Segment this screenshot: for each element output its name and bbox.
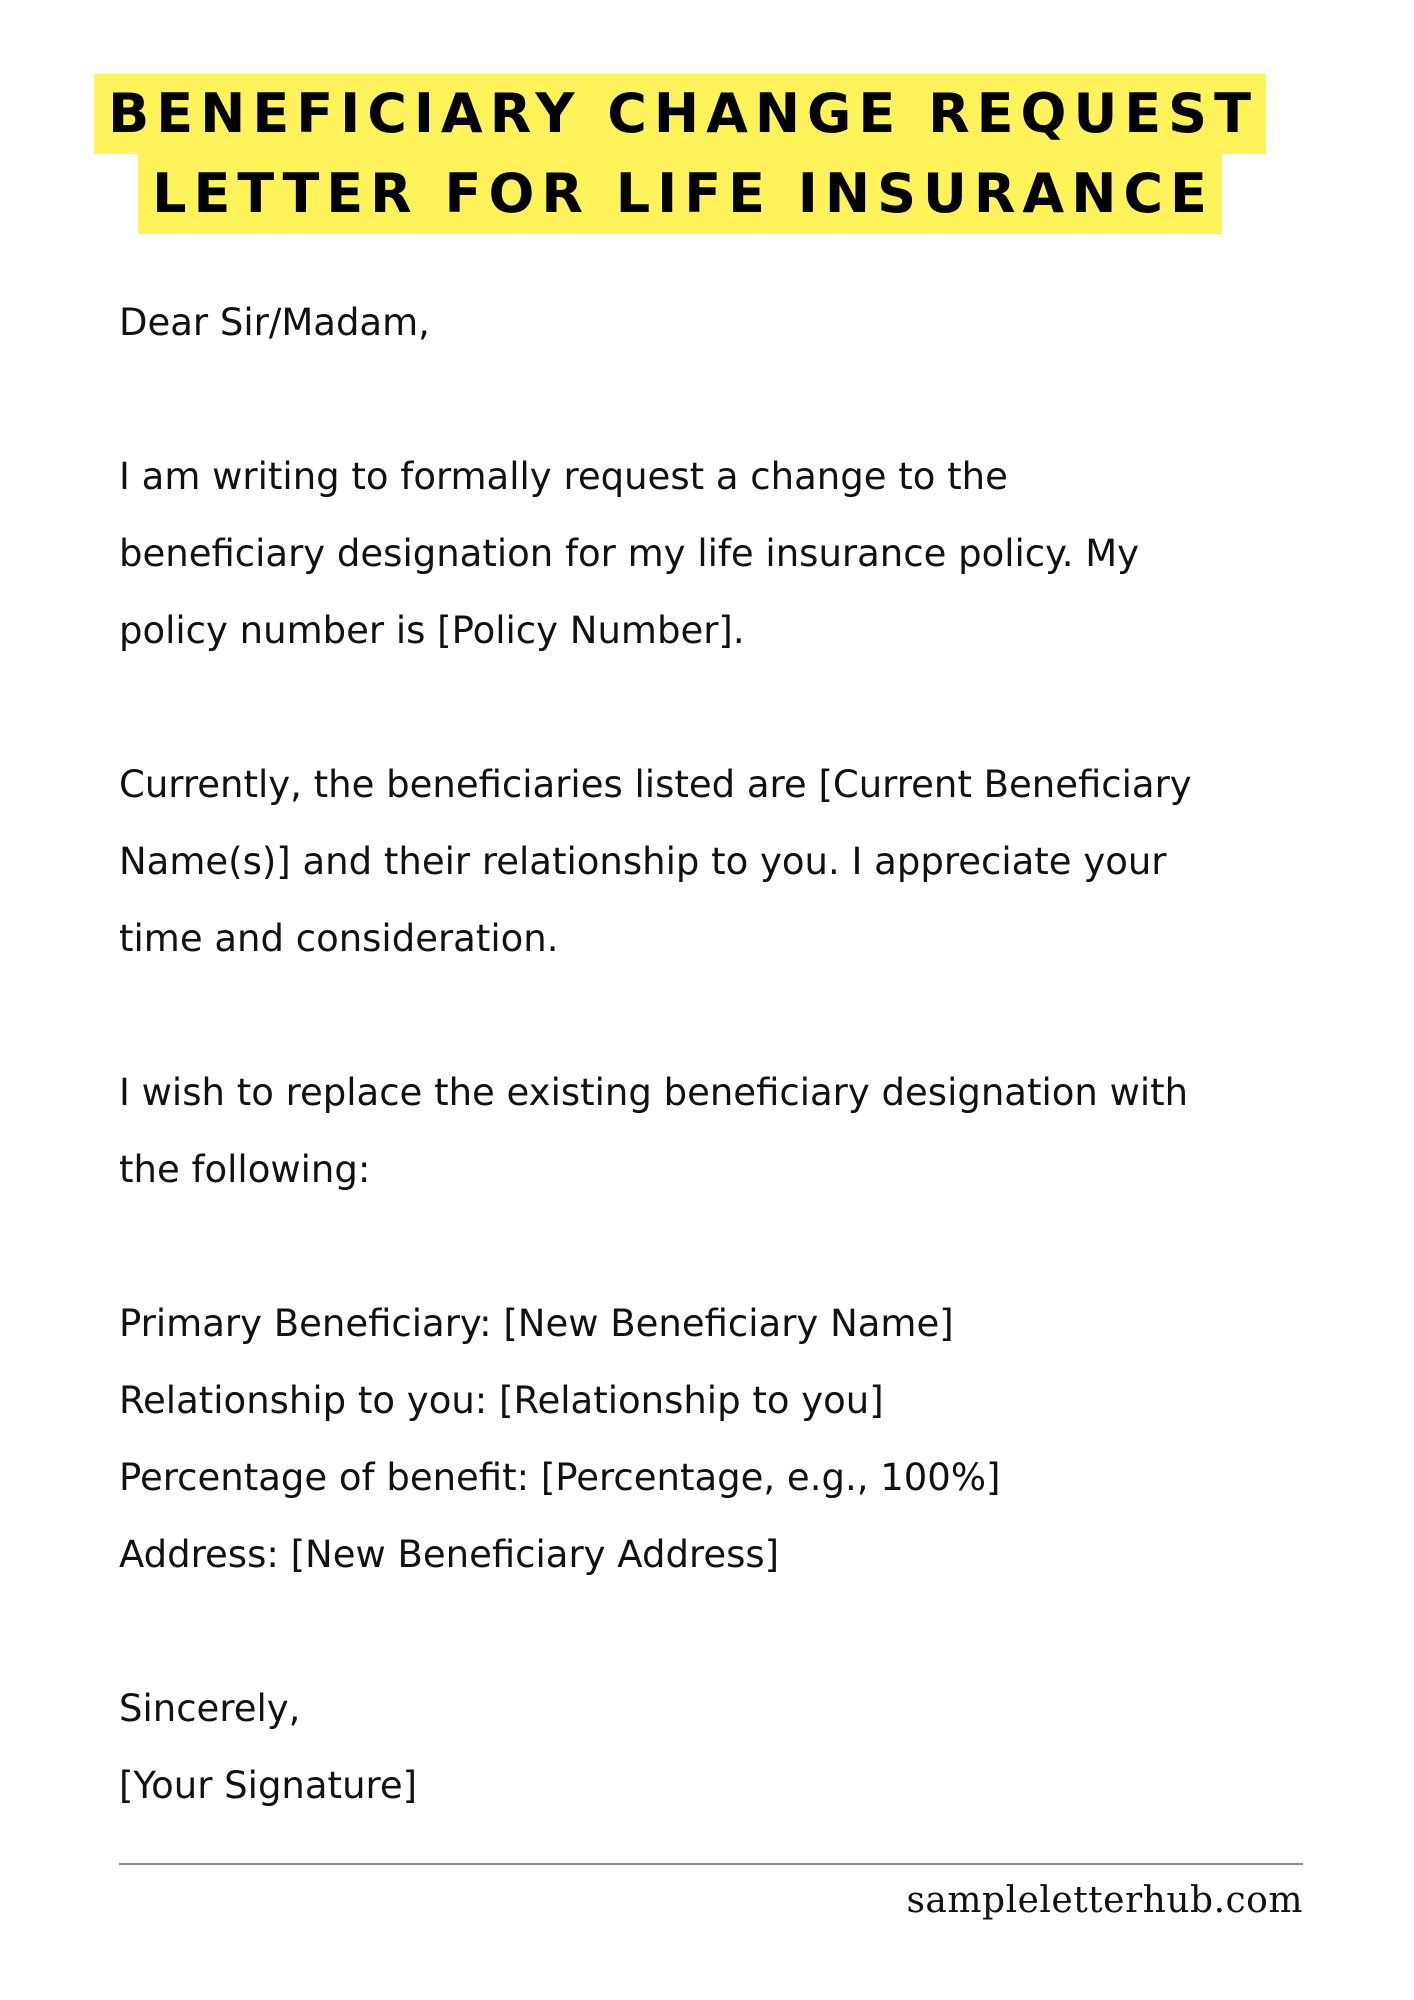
page-title xyxy=(0,74,1360,234)
paragraph-line: Currently, the beneficiaries listed are [Current Beneficiary xyxy=(119,763,1192,806)
letter-body xyxy=(119,284,1359,1824)
paragraph-line: time and consideration. xyxy=(119,917,559,960)
paragraph-line: the following: xyxy=(119,1148,371,1191)
sign-off xyxy=(119,1670,1359,1824)
beneficiary-details xyxy=(119,1285,1359,1593)
detail-relationship: Relationship to you: [Relationship to you] xyxy=(119,1379,884,1422)
paragraph-line: I am writing to formally request a change to the xyxy=(119,455,1008,498)
paragraph-line: policy number is [Policy Number]. xyxy=(119,609,745,652)
paragraph-current-beneficiaries xyxy=(119,746,1359,977)
closing: Sincerely, xyxy=(119,1687,301,1730)
paragraph-line: I wish to replace the existing beneficiary designation with xyxy=(119,1071,1189,1114)
paragraph-line: beneficiary designation for my life insurance policy. My xyxy=(119,532,1140,575)
footer-divider xyxy=(119,1863,1303,1865)
salutation: Dear Sir/Madam, xyxy=(119,301,430,344)
detail-percentage: Percentage of benefit: [Percentage, e.g., 100%] xyxy=(119,1456,1001,1499)
title-line-2: LETTER FOR LIFE INSURANCE xyxy=(138,154,1222,234)
paragraph-policy xyxy=(119,438,1359,669)
footer-website: sampleletterhub.com xyxy=(906,1880,1303,1921)
paragraph-replacement xyxy=(119,1054,1359,1208)
title-line-1: BENEFICIARY CHANGE REQUEST xyxy=(94,74,1266,154)
signature-placeholder: [Your Signature] xyxy=(119,1764,418,1807)
paragraph-line: Name(s)] and their relationship to you. I appreciate your xyxy=(119,840,1167,883)
detail-address: Address: [New Beneficiary Address] xyxy=(119,1533,780,1576)
detail-primary-beneficiary: Primary Beneficiary: [New Beneficiary Name] xyxy=(119,1302,954,1345)
